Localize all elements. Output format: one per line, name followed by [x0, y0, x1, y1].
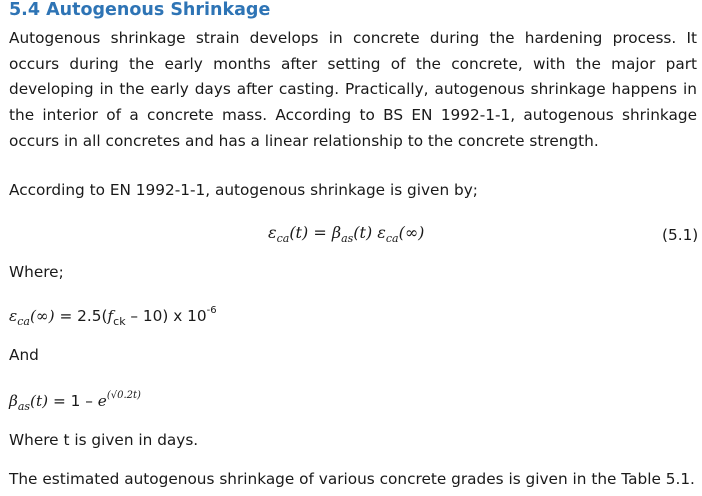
beta-rhs: = 1 –: [48, 392, 98, 410]
exponent-minus-6: -6: [206, 305, 217, 316]
equation-5-1: [268, 223, 424, 245]
eps-inf-rhs: = 2.5(: [54, 307, 108, 325]
beta-exponent: (√0.2t): [106, 390, 141, 401]
eps-inf-arg: (∞): [29, 307, 55, 325]
subscript-as: as: [341, 232, 354, 245]
intro-paragraph: Autogenous shrinkage strain develops in concrete during the hardening process. It occurs during the early months after setting of the concrete, with the major part developing in the early days after casting. Practically, autogenous shrinkage happens in the interior of a concrete mass. According to BS EN 1992-1-1, autogenous shrinkage occurs in all concretes and has a linear relationship to the concrete strength.: [9, 29, 697, 150]
eps-inf-tail: – 10) x 10: [125, 307, 207, 325]
equation-mid-arg: (t): [353, 223, 378, 242]
equation-rhs-arg: (∞): [398, 223, 425, 242]
where-label: Where;: [9, 263, 64, 281]
beta-formula: [9, 390, 141, 413]
eps-infinity-formula: [9, 305, 217, 328]
e-symbol: e: [97, 392, 107, 410]
subscript-ca: ca: [276, 232, 290, 245]
table-reference: The estimated autogenous shrinkage of various concrete grades is given in the Table 5.1.: [9, 470, 695, 488]
beta-symbol-2: β: [9, 392, 18, 410]
beta-arg: (t): [30, 392, 49, 410]
epsilon-symbol: ε: [268, 223, 277, 242]
subscript-ck: ck: [113, 315, 126, 328]
equation-lhs-arg: (t) =: [289, 223, 332, 242]
epsilon-symbol-2: ε: [377, 223, 386, 242]
beta-symbol: β: [331, 223, 342, 242]
section-heading: 5.4 Autogenous Shrinkage: [9, 0, 271, 20]
f-symbol: f: [107, 307, 114, 325]
epsilon-symbol-3: ε: [9, 307, 18, 325]
and-label: And: [9, 346, 39, 364]
subscript-ca-2: ca: [385, 232, 399, 245]
where-t-note: Where t is given in days.: [9, 431, 199, 449]
equation-number: (5.1): [662, 226, 699, 244]
subscript-as-2: as: [17, 400, 31, 413]
formula-intro: According to EN 1992-1-1, autogenous shrinkage is given by;: [9, 181, 478, 199]
subscript-ca-3: ca: [17, 315, 30, 328]
